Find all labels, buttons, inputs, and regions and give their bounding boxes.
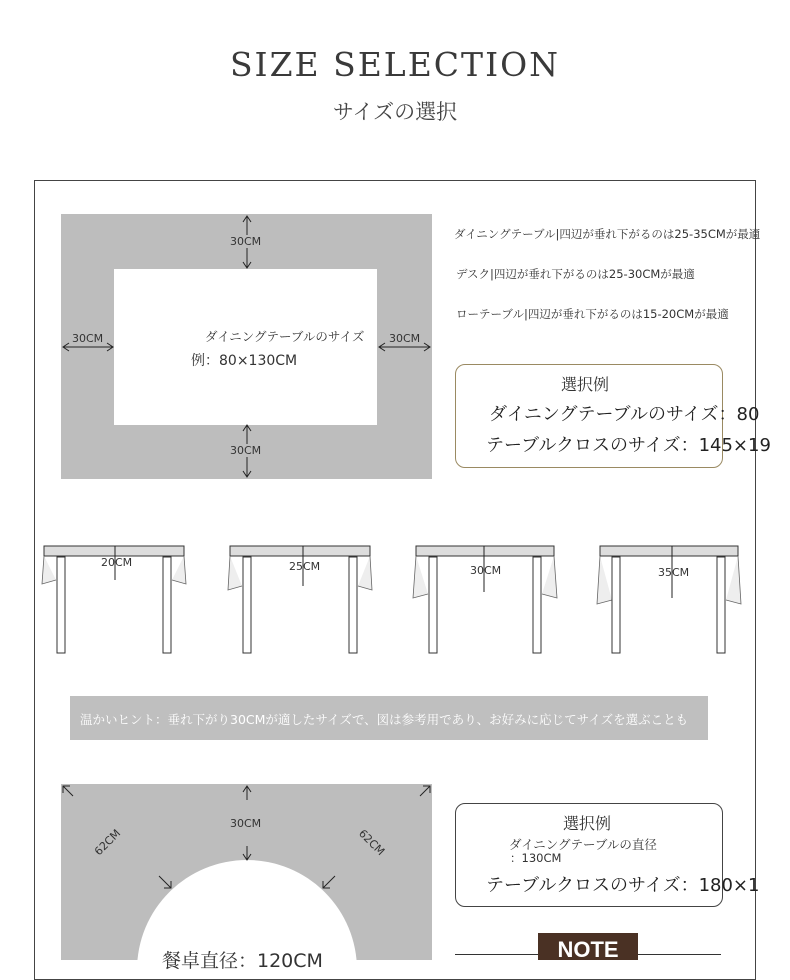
rect-left-margin-label: 30CM <box>72 332 104 345</box>
rect-diagram-arrows <box>61 214 432 479</box>
round-center-label: 餐卓直径：120CM <box>162 950 323 972</box>
rule-dining-table: ダイニングテーブル|四辺が垂れ下がるのは25-35CMが最適 <box>454 227 761 241</box>
rect-top-margin-label: 30CM <box>230 235 262 248</box>
rect-right-margin-label: 30CM <box>389 332 421 345</box>
note-label: NOTE <box>557 937 619 962</box>
selection-example-2-diameter: ダイニングテーブルの直径 <box>509 837 657 852</box>
selection-example-2-cloth-size: テーブルクロスのサイズ：180×1 <box>486 875 760 896</box>
table-drop-35-label: 35CM <box>658 566 690 579</box>
rect-center-example: 例：80×130CM <box>191 353 298 369</box>
selection-example-title: 選択例 <box>561 375 610 394</box>
hint-text: 温かいヒント：垂れ下がり30CMが適したサイズで、図は参考用であり、お好みに応じてサイズを選ぶことも <box>80 712 689 727</box>
table-drop-30-label: 30CM <box>470 564 502 577</box>
rule-desk: デスク|四辺が垂れ下がるのは25-30CMが最適 <box>456 267 695 281</box>
selection-example-table-size: ダイニングテーブルのサイズ：80 <box>489 404 760 425</box>
rect-bottom-margin-label: 30CM <box>230 444 262 457</box>
rect-center-label: ダイニングテーブルのサイズ <box>205 329 365 344</box>
round-right-diag-label: 62CM <box>355 826 388 859</box>
round-left-diag-label: 62CM <box>91 826 124 859</box>
page-title: SIZE SELECTION <box>229 45 561 84</box>
selection-example-cloth-size: テーブルクロスのサイズ：145×19 <box>486 435 771 456</box>
table-drop-20-label: 20CM <box>101 556 133 569</box>
rule-low-table: ローテーブル|四辺が垂れ下がるのは15-20CMが最適 <box>456 307 729 321</box>
selection-example-2-title: 選択例 <box>563 814 612 833</box>
round-top-margin-label: 30CM <box>230 817 262 830</box>
selection-example-2-diameter-value: ：130CM <box>510 851 562 865</box>
table-drop-25-label: 25CM <box>289 560 321 573</box>
round-diagram-arrows <box>61 784 432 960</box>
page-subtitle: サイズの選択 <box>332 100 458 124</box>
